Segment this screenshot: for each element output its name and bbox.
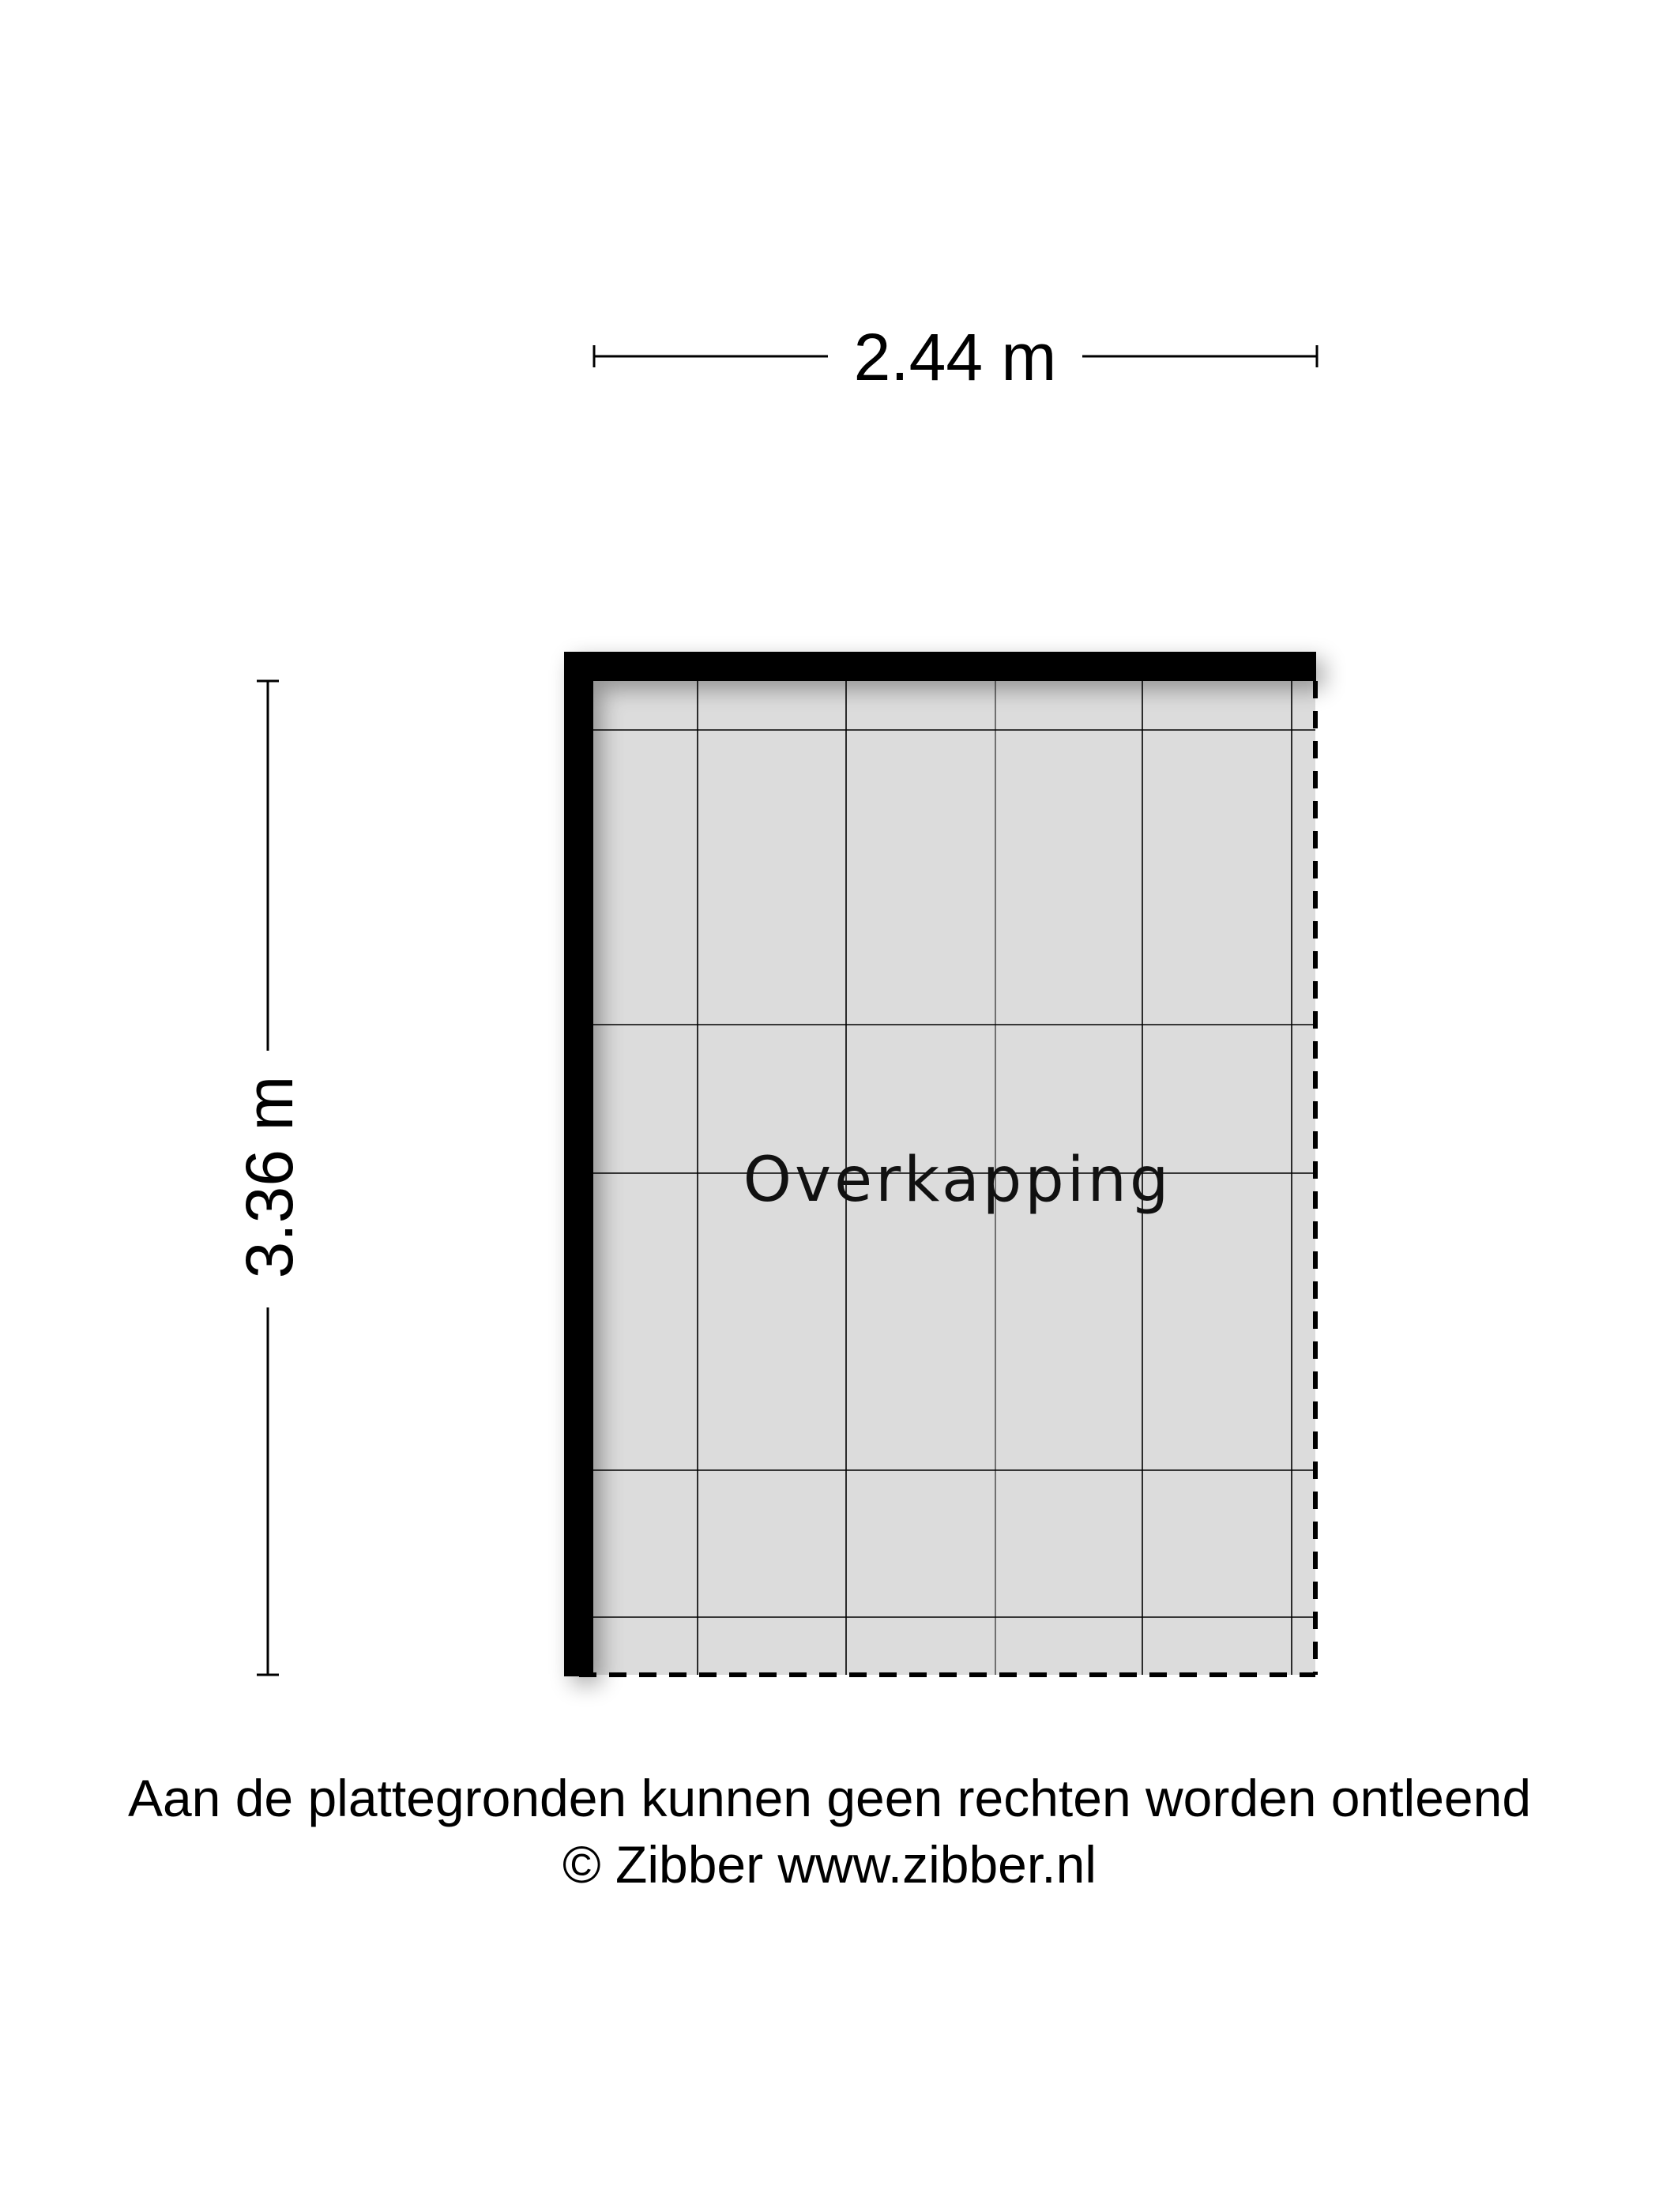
- room-label: Overkapping: [743, 1145, 1172, 1216]
- footer-disclaimer: Aan de plattegronden kunnen geen rechten worden ontleend: [127, 1769, 1532, 1827]
- width-dimension: [594, 320, 1317, 394]
- height-dimension: [232, 681, 307, 1675]
- width-dimension-label: 2.44 m: [853, 320, 1057, 394]
- height-dimension-label: 3.36 m: [232, 1075, 307, 1279]
- wall-left: [564, 652, 593, 1676]
- footer-copyright: © Zibber www.zibber.nl: [562, 1835, 1097, 1894]
- wall-top: [564, 652, 1316, 681]
- room-overkapping: [564, 652, 1316, 1676]
